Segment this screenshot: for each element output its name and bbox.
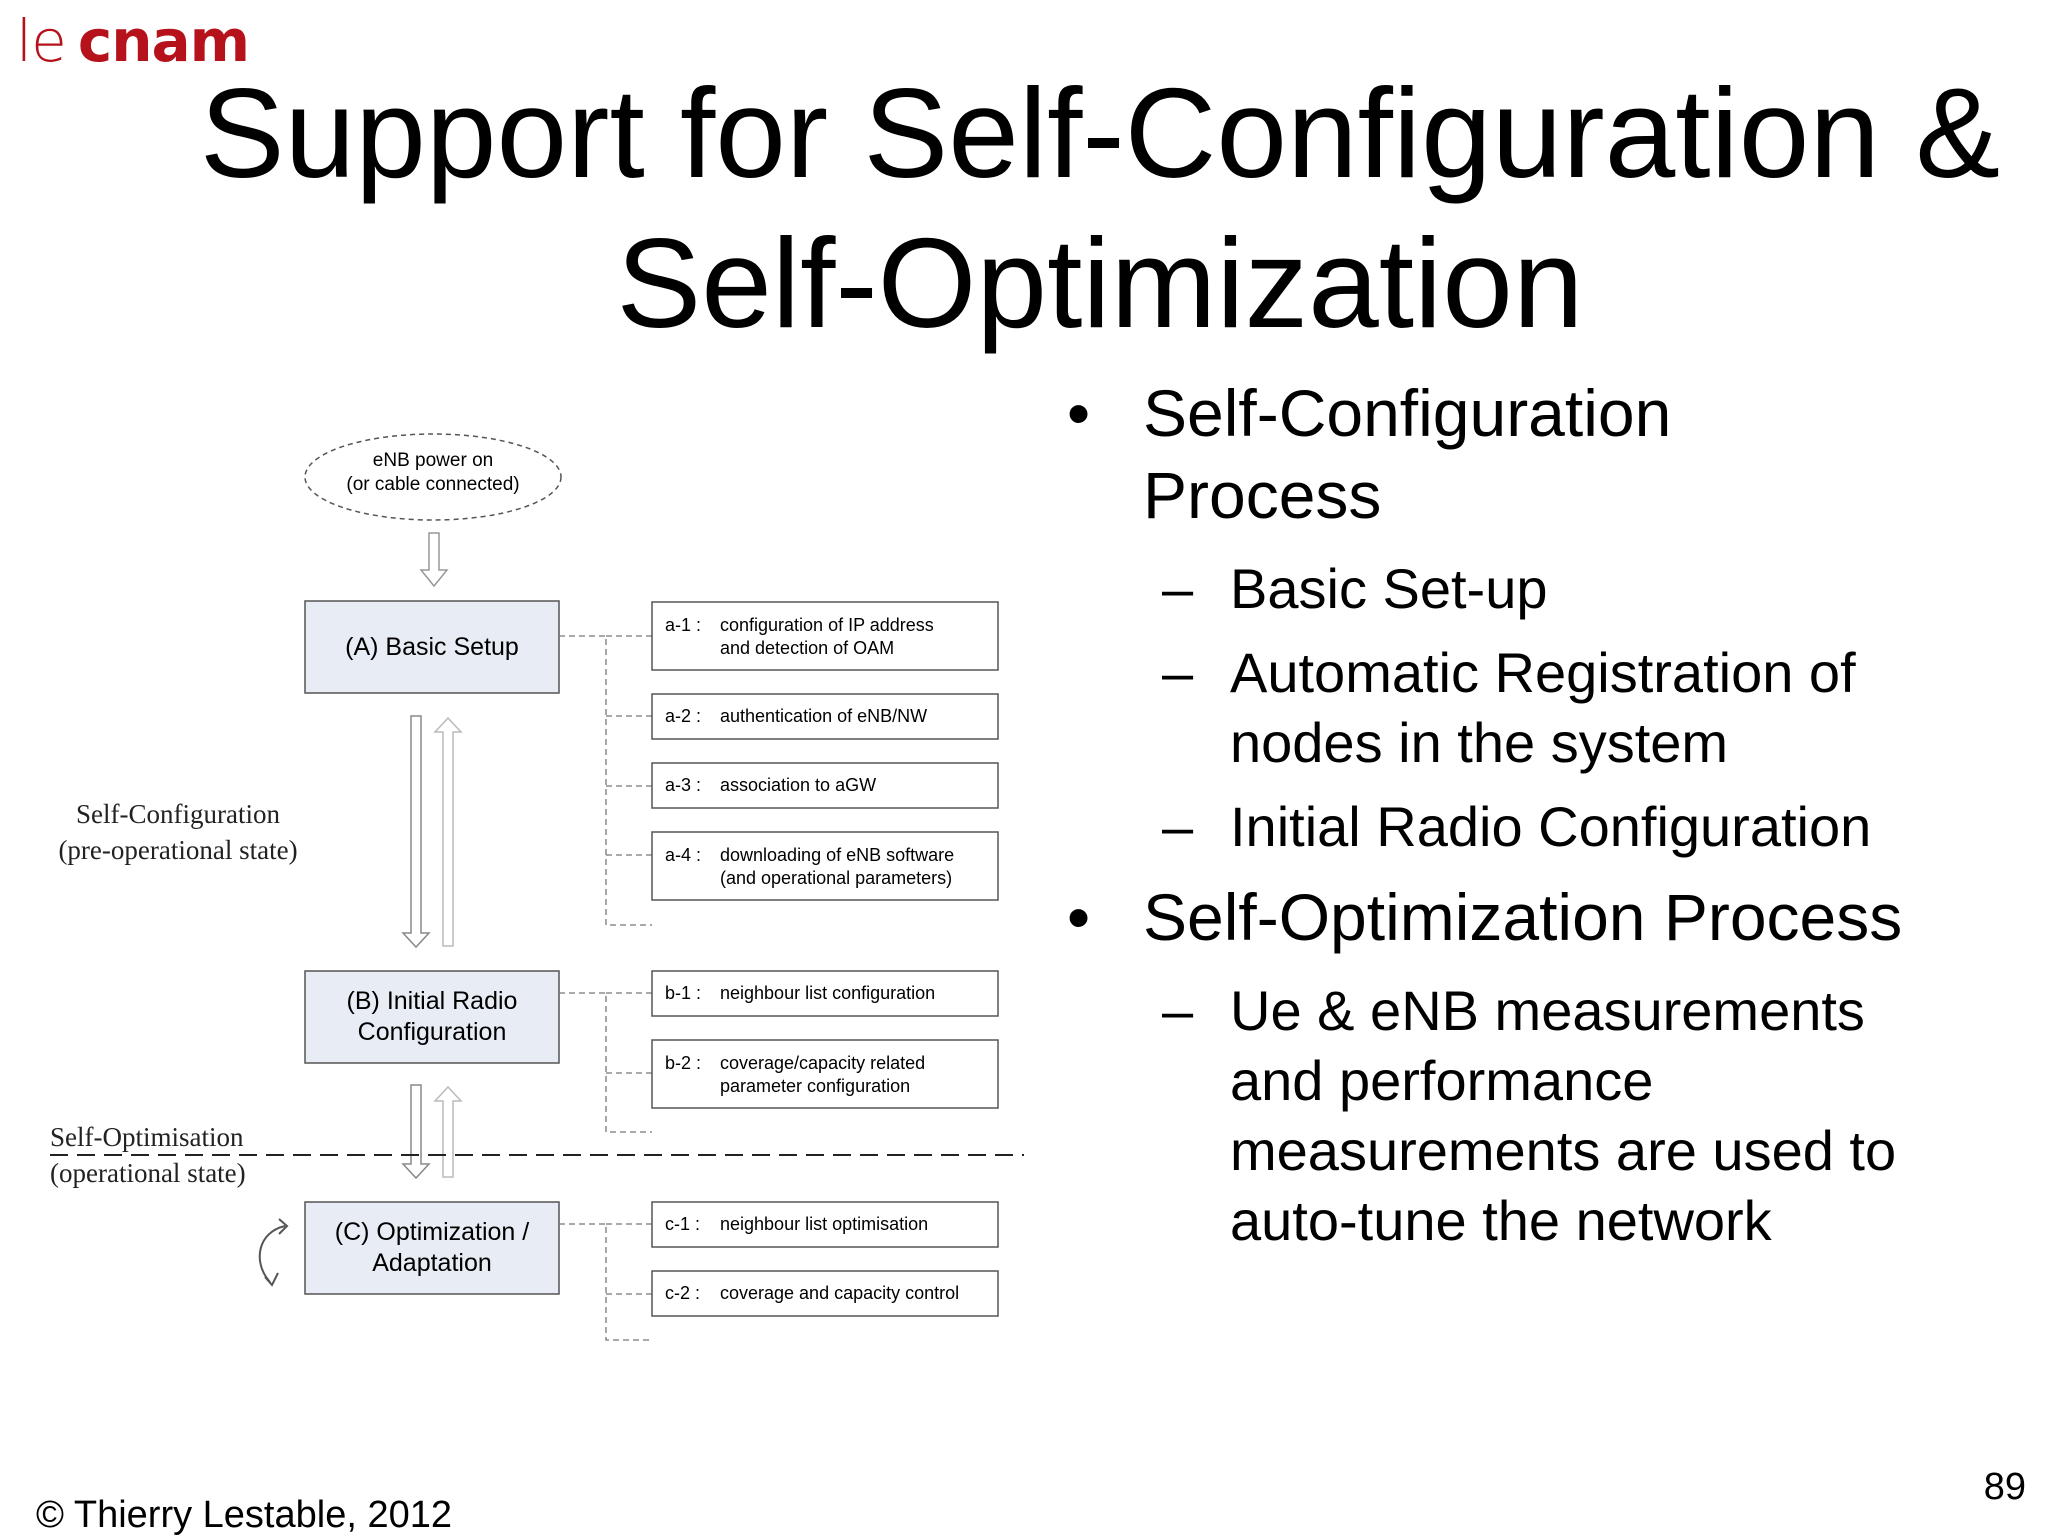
bullet-text-1: Self-Configuration — [1143, 376, 1672, 450]
logo-le: le — [16, 7, 66, 75]
task-a-4-id: a-4 : — [665, 845, 702, 865]
step-b-label-1: (B) Initial Radio — [346, 987, 518, 1015]
task-a-3-text-1: association to aGW — [720, 775, 877, 795]
sub-bullet-dash: – — [1162, 557, 1194, 620]
task-a-4 — [652, 832, 998, 900]
sub-bullet-dash: – — [1162, 979, 1194, 1042]
task-a-1-text-2: and detection of OAM — [720, 638, 895, 658]
task-a-2-id: a-2 : — [665, 706, 702, 726]
bullet-text-1: Self-Optimization Process — [1143, 880, 1903, 954]
task-b-2 — [652, 1040, 998, 1108]
sub-bullet-text: and performance — [1230, 1049, 1654, 1112]
double-arrow-a-b-icon — [403, 716, 461, 947]
power-on-label-1: eNB power on — [372, 450, 494, 471]
task-b-2-id: b-2 : — [665, 1053, 702, 1073]
sub-bullet-text: Basic Set-up — [1230, 557, 1548, 620]
loop-arrow-icon — [260, 1219, 287, 1285]
power-on-label-2: (or cable connected) — [346, 474, 520, 495]
step-c-label-1: (C) Optimization / — [334, 1218, 530, 1246]
self-optimisation-label-1: Self-Optimisation — [50, 1122, 244, 1152]
task-c-1-id: c-1 : — [665, 1214, 701, 1234]
double-arrow-b-c-icon — [403, 1085, 461, 1178]
task-a-3-id: a-3 : — [665, 775, 702, 795]
self-configuration-label-2: (pre-operational state) — [58, 835, 298, 865]
bullet-self-optimization — [1040, 876, 2040, 958]
sub-bullet-text: Ue & eNB measurements — [1230, 979, 1865, 1042]
task-b-1-text-1: neighbour list configuration — [720, 983, 936, 1003]
task-b-1-id: b-1 : — [665, 983, 702, 1003]
slide-title — [160, 58, 2040, 358]
sub-bullet-dash: – — [1162, 641, 1194, 704]
task-a-1-text-1: configuration of IP address — [720, 615, 934, 635]
step-b-label-2: Configuration — [357, 1018, 507, 1046]
task-b-2-text-1: coverage/capacity related — [720, 1053, 926, 1073]
self-configuration-diagram — [0, 380, 1040, 1380]
task-a-1-id: a-1 : — [665, 615, 702, 635]
task-b-1 — [652, 971, 998, 1016]
self-optimisation-label-2: (operational state) — [50, 1158, 246, 1188]
task-a-2-text-1: authentication of eNB/NW — [720, 706, 928, 726]
arrow-down-icon — [421, 533, 447, 586]
connector-lines — [559, 636, 652, 1340]
bullet-dot: • — [1067, 376, 1091, 450]
task-a-4-text-1: downloading of eNB software — [720, 845, 955, 865]
sub-bullet-text: Automatic Registration of — [1230, 641, 1856, 704]
bullet-text-2: Process — [1143, 458, 1382, 532]
sub-bullet-registration — [1040, 638, 2040, 778]
task-c-2-id: c-2 : — [665, 1283, 701, 1303]
page-number: 89 — [1983, 1466, 2026, 1508]
step-c-label-2: Adaptation — [372, 1249, 492, 1277]
logo-cnam: cnam — [77, 7, 250, 75]
sub-bullet-text: Initial Radio Configuration — [1230, 795, 1872, 858]
bullet-self-configuration — [1040, 372, 2040, 536]
task-c-2 — [652, 1271, 998, 1316]
sub-bullet-initial-radio — [1040, 792, 2040, 862]
self-configuration-label-1: Self-Configuration — [76, 799, 280, 829]
task-b-2-text-2: parameter configuration — [720, 1076, 911, 1096]
task-a-2 — [652, 694, 998, 739]
step-a-label: (A) Basic Setup — [345, 633, 519, 661]
sub-bullet-dash: – — [1162, 795, 1194, 858]
sub-bullet-text: auto-tune the network — [1230, 1189, 1772, 1252]
task-a-1 — [652, 602, 998, 670]
slide-title-line-2: Self-Optimization — [616, 212, 1584, 354]
task-c-1 — [652, 1202, 998, 1247]
slide-title-line-1: Support for Self-Configuration & — [199, 62, 2001, 204]
step-c-box — [305, 1202, 559, 1294]
sub-bullet-basic-setup — [1040, 554, 2040, 624]
task-a-3 — [652, 763, 998, 808]
step-b-box — [305, 971, 559, 1063]
sub-bullet-text: measurements are used to — [1230, 1119, 1897, 1182]
bullet-list — [1040, 372, 2040, 1270]
task-c-1-text-1: neighbour list optimisation — [720, 1214, 929, 1234]
sub-bullet-measurements — [1040, 976, 2040, 1256]
task-a-4-text-2: (and operational parameters) — [720, 868, 953, 888]
sub-bullet-text: nodes in the system — [1230, 711, 1729, 774]
copyright-footer: © Thierry Lestable, 2012 — [36, 1494, 452, 1536]
task-c-2-text-1: coverage and capacity control — [720, 1283, 960, 1303]
bullet-dot: • — [1067, 880, 1091, 954]
